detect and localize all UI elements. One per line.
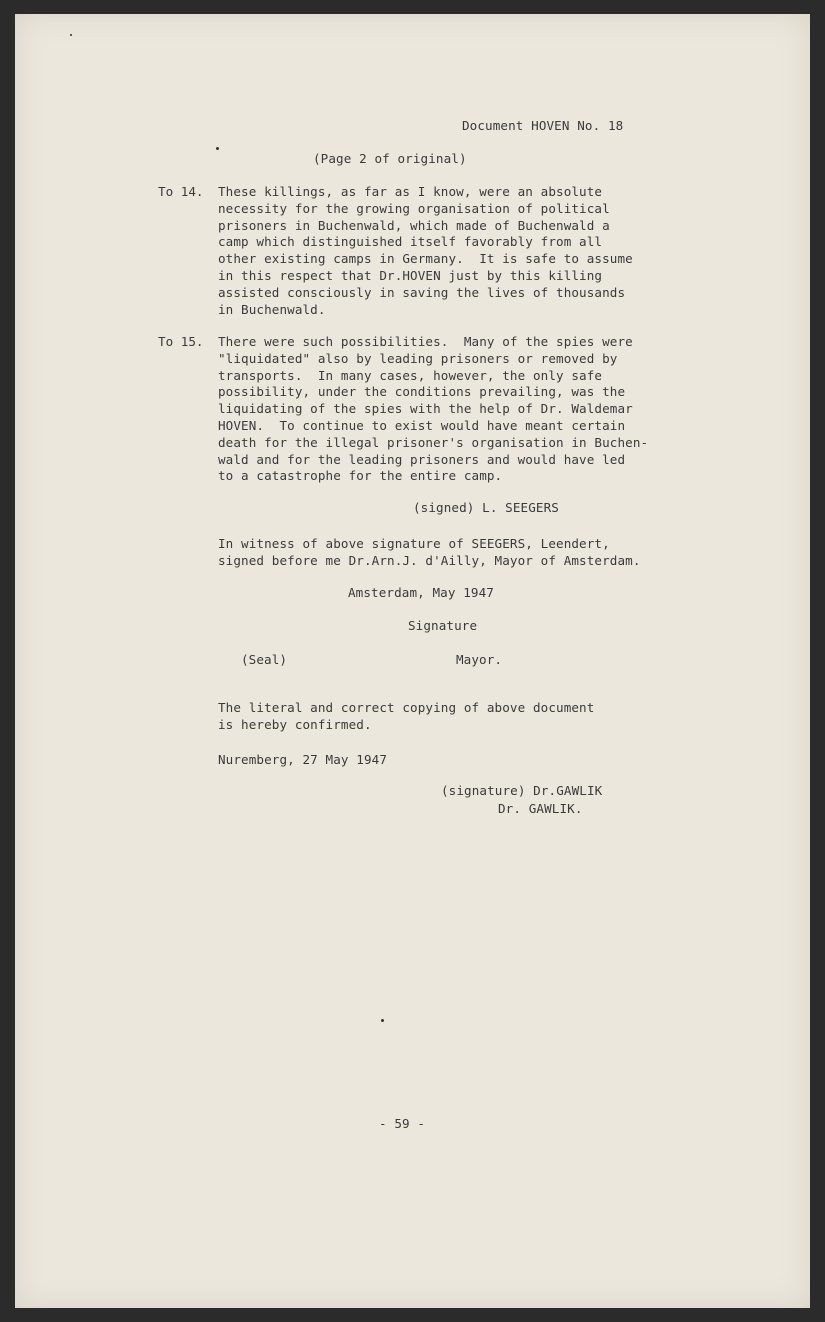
ink-speck (381, 1019, 384, 1022)
text-line: The literal and correct copying of above document (218, 700, 595, 715)
certification-paragraph (218, 700, 678, 734)
text-line: death for the illegal prisoner's organisation in Buchen- (218, 434, 649, 450)
text-line: to a catastrophe for the entire camp. (218, 468, 503, 484)
text-line: liquidating of the spies with the help of Dr. Waldemar (218, 401, 633, 417)
signature-label: Signature (408, 618, 478, 633)
text-line: in this respect that Dr.HOVEN just by this killing (218, 267, 603, 283)
gawlik-name: Dr. GAWLIK. (498, 801, 583, 816)
text-line: necessity for the growing organisation of political (218, 200, 610, 216)
ink-speck (70, 34, 72, 36)
text-line: signed before me Dr.Arn.J. d'Ailly, Mayor of Amsterdam. (218, 552, 641, 568)
text-line: other existing camps in Germany. It is safe to assume (218, 251, 633, 267)
signed-line: (signed) L. SEEGERS (413, 500, 559, 515)
paragraph-14 (218, 184, 678, 318)
place-date: Amsterdam, May 1947 (348, 585, 494, 600)
paragraph-15 (218, 334, 678, 485)
text-line: "liquidated" also by leading prisoners or removed by (218, 350, 618, 366)
document-header: Document HOVEN No. 18 (462, 118, 624, 133)
gawlik-signature: (signature) Dr.GAWLIK (441, 783, 603, 798)
text-line: wald and for the leading prisoners and would have led (218, 451, 626, 467)
nuremberg-date: Nuremberg, 27 May 1947 (218, 752, 388, 767)
text-line: prisoners in Buchenwald, which made of Buchenwald a (218, 217, 610, 233)
paragraph-label: To 14. (158, 184, 204, 199)
seal-label: (Seal) (241, 652, 288, 667)
text-line: In witness of above signature of SEEGERS, Leendert, (218, 536, 610, 551)
text-line: camp which distinguished itself favorably from all (218, 234, 603, 250)
text-line: possibility, under the conditions prevailing, was the (218, 384, 626, 400)
text-line: HOVEN. To continue to exist would have meant certain (218, 417, 626, 433)
mayor-label: Mayor. (456, 652, 503, 667)
text-line: assisted consciously in saving the lives of thousands (218, 284, 626, 300)
ink-speck (216, 147, 219, 150)
page-number: - 59 - (379, 1116, 426, 1131)
text-line: These killings, as far as I know, were an absolute (218, 184, 603, 199)
witness-paragraph (218, 536, 678, 570)
text-line: in Buchenwald. (218, 301, 326, 317)
page-note: (Page 2 of original) (313, 151, 467, 166)
text-line: transports. In many cases, however, the only safe (218, 367, 603, 383)
text-line: There were such possibilities. Many of the spies were (218, 334, 633, 349)
paragraph-label: To 15. (158, 334, 204, 349)
text-line: is hereby confirmed. (218, 716, 372, 732)
